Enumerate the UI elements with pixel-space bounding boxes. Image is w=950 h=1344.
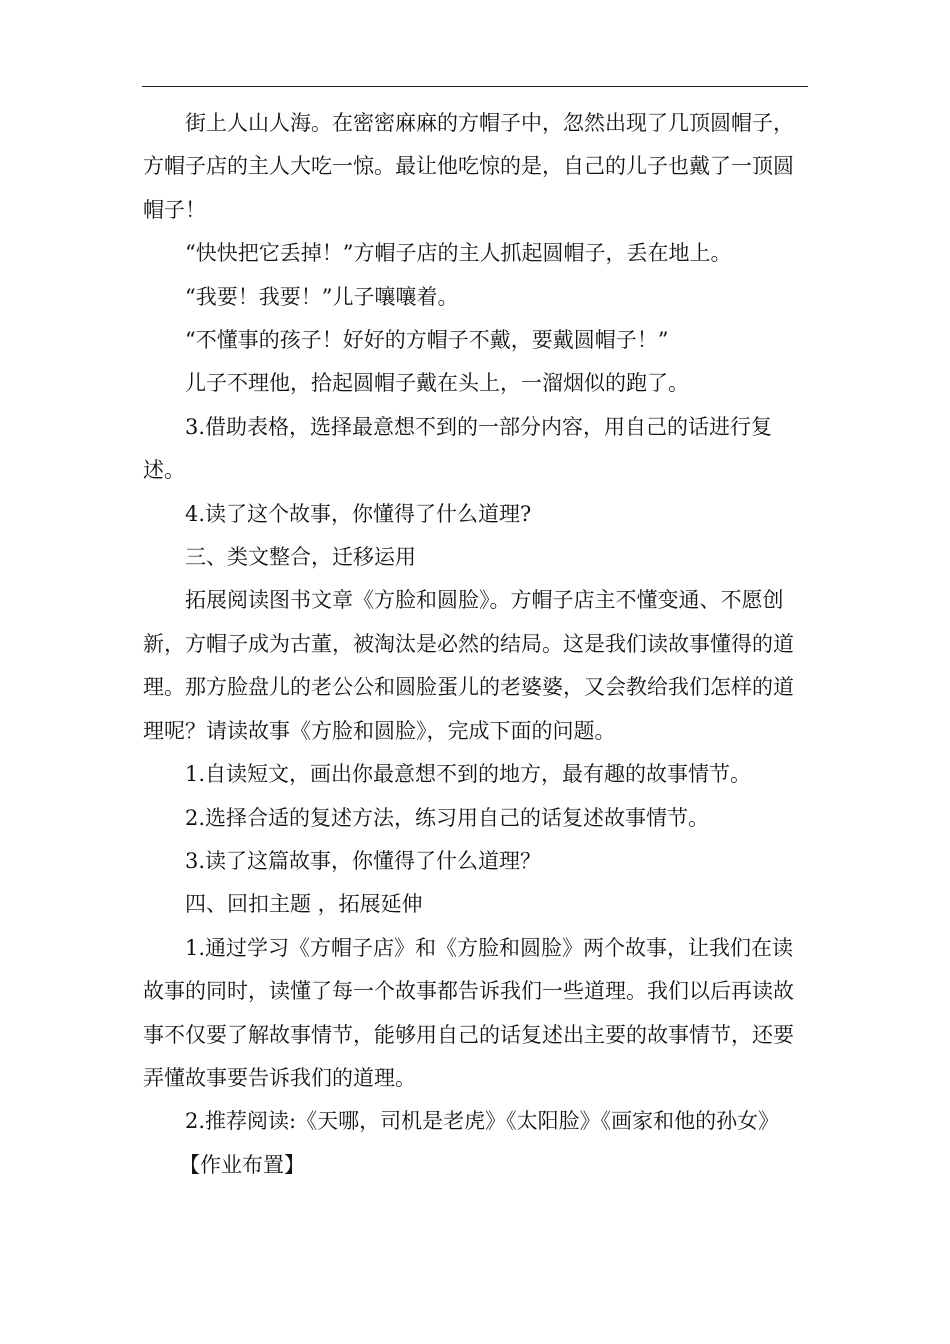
section-heading-3: 三、类文整合，迁移运用 bbox=[185, 545, 416, 570]
summary-paragraph: 1.通过学习《方帽子店》和《方脸和圆脸》两个故事，让我们在读故事的同时，读懂了每一个故事都告诉我们一些道理。我们以后再读故事不仅要了解故事情节，能够用自己的话复述出主要的故事情节，还要弄懂故事要告诉我们的道理。 bbox=[143, 935, 794, 1090]
recommended-reading: 2.推荐阅读:《天哪，司机是老虎》《太阳脸》《画家和他的孙女》 bbox=[185, 1109, 780, 1134]
header-rule bbox=[142, 86, 808, 87]
paragraph-story-street: 街上人山人海。在密密麻麻的方帽子中，忽然出现了几顶圆帽子，方帽子店的主人大吃一惊。最让他吃惊的是，自己的儿子也戴了一顶圆帽子！ bbox=[143, 111, 794, 222]
task-3-lesson: 3.读了这篇故事，你懂得了什么道理？ bbox=[185, 848, 542, 873]
question-4-lesson: 4.读了这个故事，你懂得了什么道理? bbox=[185, 501, 532, 526]
task-2-retell: 2.选择合适的复述方法，练习用自己的话复述故事情节。 bbox=[185, 805, 710, 830]
document-body bbox=[143, 102, 811, 1187]
question-3-retell: 3.借助表格，选择最意想不到的一部分内容，用自己的话进行复述。 bbox=[143, 414, 773, 483]
paragraph-dialogue-throw: “快快把它丢掉！”方帽子店的主人抓起圆帽子，丢在地上。 bbox=[185, 241, 732, 266]
paragraph-dialogue-scold: “不懂事的孩子！好好的方帽子不戴，要戴圆帽子！” bbox=[185, 328, 669, 353]
paragraph-dialogue-want: “我要！我要！”儿子嚷嚷着。 bbox=[185, 284, 459, 309]
paragraph-extended-reading: 拓展阅读图书文章《方脸和圆脸》。方帽子店主不懂变通、不愿创新，方帽子成为古董，被淘汰是必然的结局。这是我们读故事懂得的道理。那方脸盘儿的老公公和圆脸蛋儿的老婆婆，又会教给我们怎样的道理呢？请读故事《方脸和圆脸》，完成下面的问题。 bbox=[143, 588, 794, 743]
homework-heading: 【作业布置】 bbox=[179, 1152, 305, 1177]
section-heading-4: 四、回扣主题 ，拓展延伸 bbox=[185, 892, 423, 917]
paragraph-son-runs: 儿子不理他，拾起圆帽子戴在头上，一溜烟似的跑了。 bbox=[185, 371, 689, 396]
task-1-read: 1.自读短文，画出你最意想不到的地方，最有趣的故事情节。 bbox=[185, 762, 752, 787]
